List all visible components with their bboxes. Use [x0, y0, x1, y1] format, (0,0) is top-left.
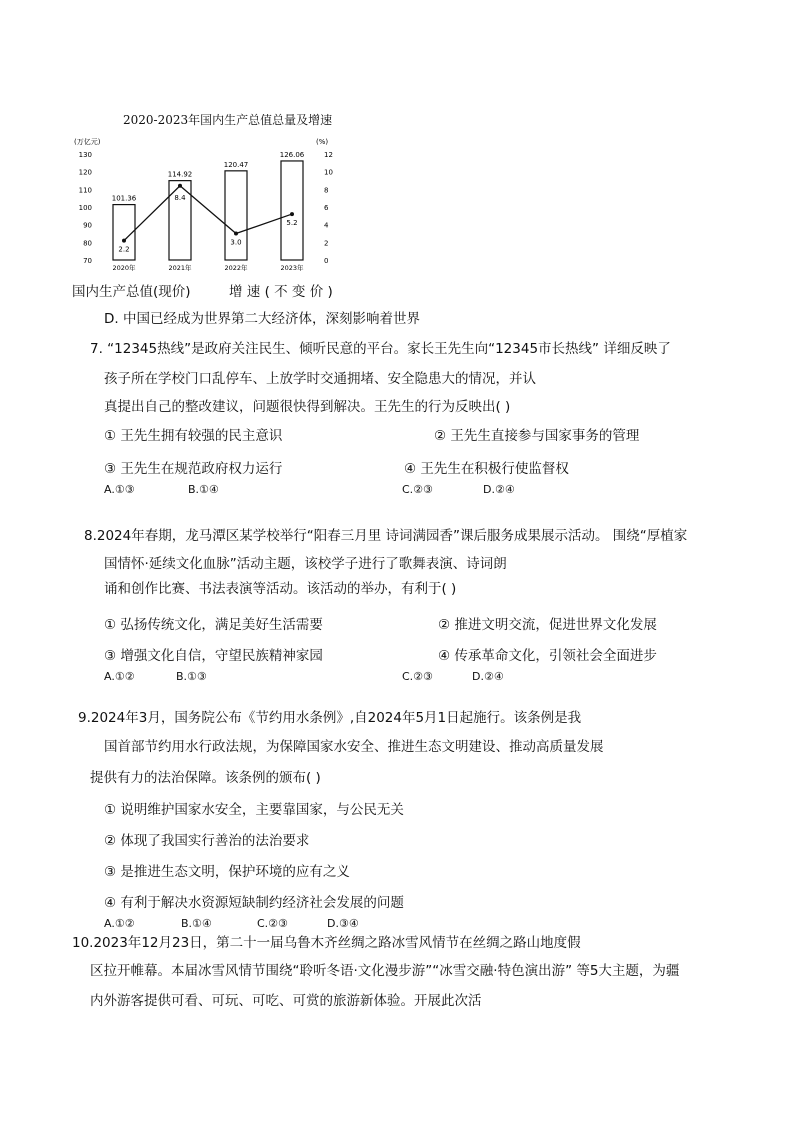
left-tick-label: 90 [83, 221, 92, 230]
q7-option-a: A.①③ [104, 483, 135, 496]
q10-stem-line3: 内外游客提供可看、可玩、可吃、可赏的旅游新体验。开展此次活 [90, 993, 482, 1009]
q9-statement-1: ① 说明维护国家水安全，主要靠国家，与公民无关 [104, 802, 404, 818]
q8-statement-4: ④ 传承革命文化，引领社会全面进步 [438, 648, 657, 664]
q8-statement-1: ① 弘扬传统文化，满足美好生活需要 [104, 617, 323, 633]
growth-point [290, 212, 294, 216]
right-tick-label: 8 [324, 186, 329, 195]
right-tick-label: 4 [324, 221, 329, 230]
growth-label: 3.0 [230, 238, 242, 247]
q9-statement-4: ④ 有利于解决水资源短缺制约经济社会发展的问题 [104, 895, 404, 911]
gdp-bar-label: 114.92 [167, 170, 193, 179]
q9-stem-line1: 9.2024年3月，国务院公布《节约用水条例》,自2024年5月1日起施行。该条例是我 [78, 710, 582, 726]
growth-label: 2.2 [118, 245, 130, 254]
growth-line [124, 186, 292, 241]
q7-stem-line2: 孩子所在学校门口乱停车、上放学时交通拥堵、安全隐患大的情况，并认 [104, 371, 536, 387]
left-tick-label: 100 [78, 204, 92, 212]
right-tick-label: 2 [324, 239, 329, 248]
gdp-bar [225, 171, 247, 260]
q7-statement-3: ③ 王先生在规范政府权力运行 [104, 461, 283, 477]
q8-stem-line3: 诵和创作比赛、书法表演等活动。该活动的举办，有利于( ) [104, 581, 457, 597]
right-tick-label: 0 [324, 257, 329, 265]
q8-stem-line1: 8.2024年春期，龙马潭区某学校举行“阳春三月里 诗词满园香”课后服务成果展示活动。 围绕“厚植家 [84, 528, 688, 544]
growth-label: 8.4 [174, 193, 186, 202]
q7-statement-2: ② 王先生直接参与国家事务的管理 [434, 428, 640, 444]
q9-option-d: D.③④ [327, 917, 359, 930]
right-tick-label: 10 [324, 168, 333, 177]
q8-stem-line2: 国情怀·延续文化血脉”活动主题，该校学子进行了歌舞表演、诗词朗 [104, 556, 507, 572]
q7-option-d: D.②④ [483, 483, 515, 496]
q10-stem-line1: 10.2023年12月23日，第二十一届乌鲁木齐丝绸之路冰雪风情节在丝绸之路山地度假 [72, 935, 581, 951]
gdp-bar [281, 161, 303, 260]
chart-caption-left: 国内生产总值(现价) [72, 284, 191, 300]
left-tick-label: 80 [83, 239, 92, 248]
growth-label: 5.2 [286, 219, 298, 228]
left-tick-label: 120 [78, 168, 92, 177]
right-tick-label: 12 [324, 151, 333, 159]
left-axis-unit: (万亿元) [74, 138, 101, 146]
q9-option-c: C.②③ [257, 917, 288, 930]
gdp-bar-label: 120.47 [223, 160, 249, 169]
q10-stem-line2: 区拉开帷幕。本届冰雪风情节围绕“聆听冬语·文化漫步游”“冰雪交融·特色演出游” 等5大主题，为疆 [90, 963, 680, 979]
q7-stem-line1: 7. “12345热线”是政府关注民生、倾听民意的平台。家长王先生向“12345市长热线” 详细反映了 [90, 341, 671, 357]
q6-option-d: D. 中国已经成为世界第二大经济体，深刻影响着世界 [104, 311, 420, 327]
chart-caption-right: 增 速 ( 不 变 价 ) [229, 284, 333, 300]
left-tick-label: 130 [78, 151, 92, 159]
q8-option-c: C.②③ [402, 670, 433, 683]
right-tick-label: 6 [324, 204, 329, 212]
q8-option-d: D.②④ [472, 670, 504, 683]
right-axis-unit: (%) [316, 138, 329, 146]
q9-option-b: B.①④ [181, 917, 212, 930]
chart-title: 2020-2023年国内生产总值总量及增速 [123, 113, 333, 127]
q7-stem-line3: 真提出自己的整改建议，问题很快得到解决。王先生的行为反映出( ) [104, 399, 511, 415]
gdp-chart [70, 132, 360, 280]
q7-statement-1: ① 王先生拥有较强的民主意识 [104, 428, 283, 444]
gdp-bar-label: 101.36 [111, 194, 137, 203]
q8-option-b: B.①③ [176, 670, 207, 683]
q8-option-a: A.①② [104, 670, 135, 683]
x-tick-label: 2022年 [224, 264, 248, 272]
growth-point [178, 184, 182, 188]
q7-option-b: B.①④ [188, 483, 219, 496]
x-tick-label: 2021年 [168, 264, 192, 272]
x-tick-label: 2023年 [280, 264, 304, 272]
left-tick-label: 110 [78, 186, 92, 195]
x-tick-label: 2020年 [112, 264, 136, 272]
q7-option-c: C.②③ [402, 483, 433, 496]
q7-statement-4: ④ 王先生在积极行使监督权 [404, 461, 569, 477]
q8-statement-2: ② 推进文明交流，促进世界文化发展 [438, 617, 657, 633]
q8-statement-3: ③ 增强文化自信，守望民族精神家园 [104, 648, 323, 664]
growth-point [122, 239, 126, 243]
q9-stem-line3: 提供有力的法治保障。该条例的颁布( ) [90, 770, 321, 786]
q9-statement-2: ② 体现了我国实行善治的法治要求 [104, 833, 310, 849]
growth-point [234, 232, 238, 236]
q9-option-a: A.①② [104, 917, 135, 930]
q9-stem-line2: 国首部节约用水行政法规，为保障国家水安全、推进生态文明建设、推动高质量发展 [104, 739, 604, 755]
left-tick-label: 70 [83, 257, 92, 265]
gdp-bar-label: 126.06 [279, 150, 305, 159]
q9-statement-3: ③ 是推进生态文明，保护环境的应有之义 [104, 864, 350, 880]
